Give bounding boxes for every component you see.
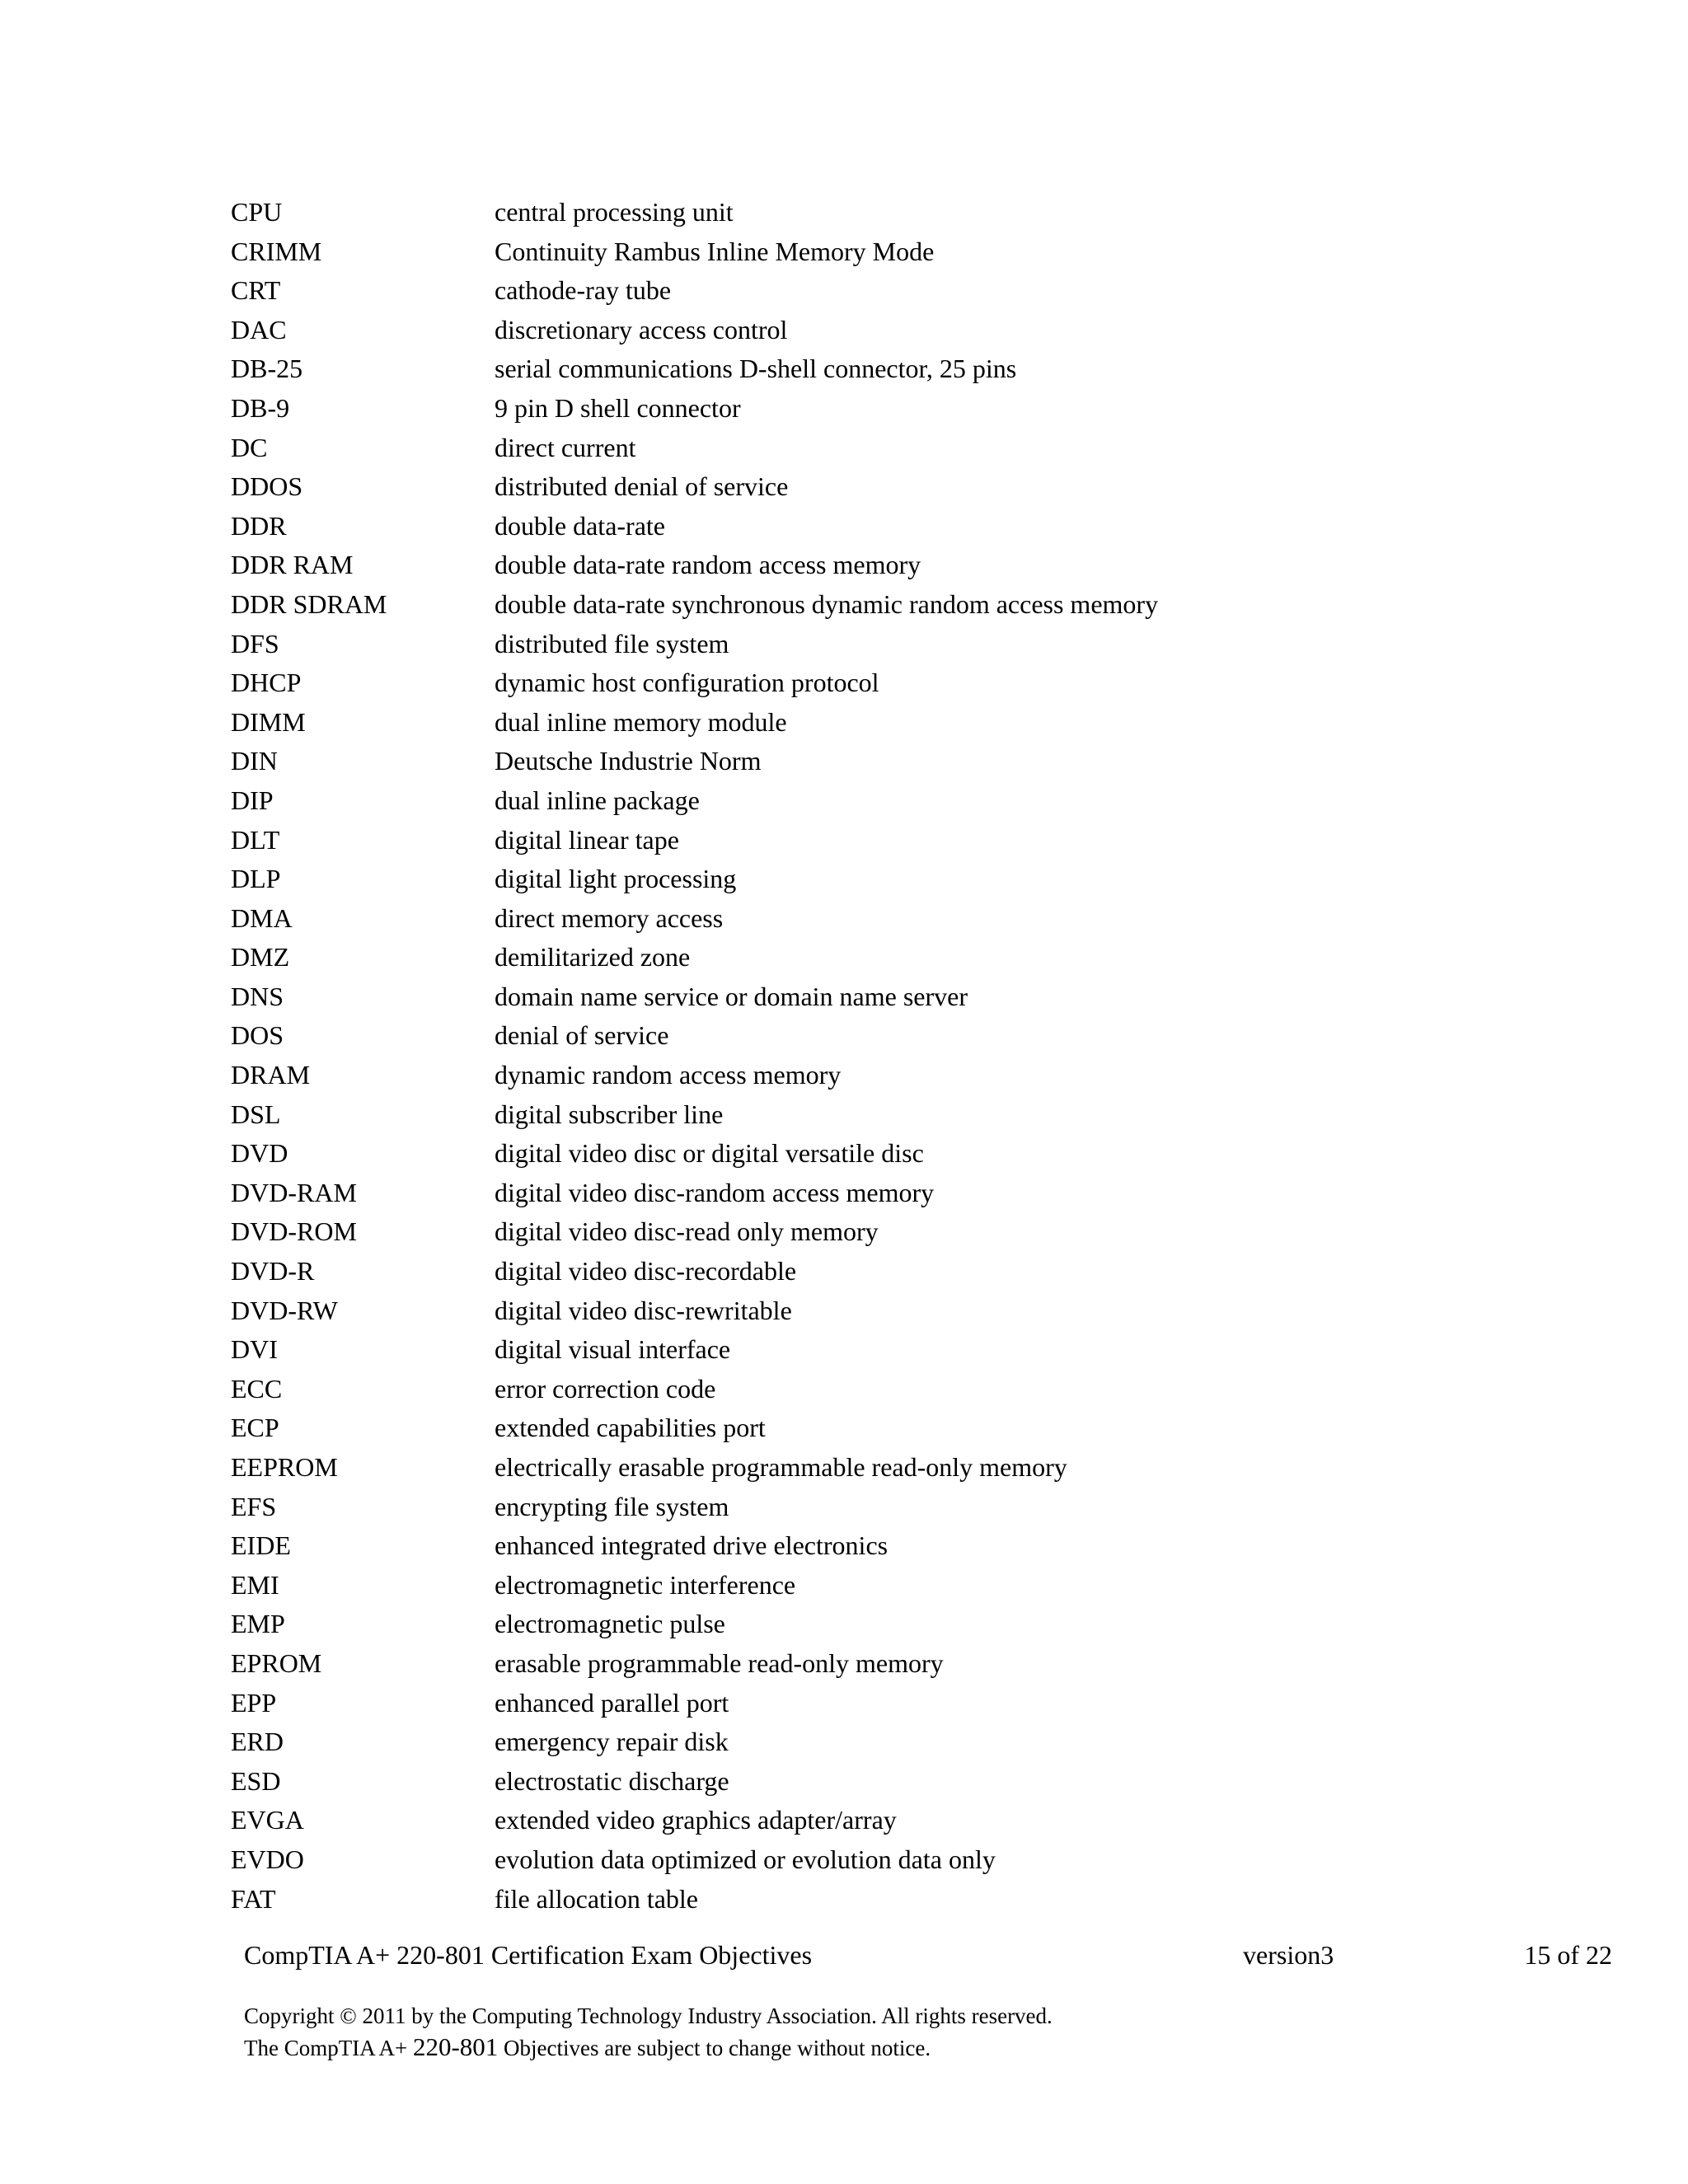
acronym-abbreviation: EVGA — [231, 1805, 304, 1835]
acronym-abbreviation: DDOS — [231, 471, 303, 502]
acronym-row — [231, 665, 1467, 705]
acronym-definition: central processing unit — [495, 197, 734, 227]
acronym-row — [231, 1764, 1467, 1803]
acronym-abbreviation: ECC — [231, 1373, 283, 1404]
acronym-definition: electrostatic discharge — [495, 1765, 729, 1796]
acronym-row — [231, 626, 1467, 666]
acronym-definition: digital linear tape — [495, 824, 679, 855]
acronym-definition: dual inline package — [495, 785, 700, 815]
acronym-row — [231, 1450, 1467, 1489]
acronym-definition: domain name service or domain name server — [495, 981, 968, 1011]
acronym-definition: double data-rate random access memory — [495, 550, 921, 580]
acronym-definition: extended capabilities port — [495, 1413, 766, 1443]
acronym-row — [231, 1489, 1467, 1529]
acronym-abbreviation: DDR RAM — [231, 550, 354, 580]
acronym-abbreviation: DB-9 — [231, 392, 290, 423]
page-footer — [244, 1937, 1612, 1973]
acronym-row — [231, 234, 1467, 274]
acronym-row — [231, 705, 1467, 744]
acronym-definition: digital video disc or digital versatile disc — [495, 1138, 924, 1169]
acronym-abbreviation: ECP — [231, 1413, 279, 1443]
acronym-definition: extended video graphics adapter/array — [495, 1805, 897, 1835]
acronym-abbreviation: DDR — [231, 510, 287, 541]
acronym-definition: denial of service — [495, 1020, 669, 1051]
acronym-definition: enhanced parallel port — [495, 1687, 729, 1718]
acronym-row — [231, 1097, 1467, 1137]
acronym-row — [231, 1802, 1467, 1842]
acronym-definition: encrypting file system — [495, 1491, 729, 1521]
acronym-abbreviation: EMP — [231, 1609, 285, 1639]
acronym-row — [231, 940, 1467, 979]
acronym-row — [231, 1568, 1467, 1607]
acronym-row — [231, 1332, 1467, 1371]
acronym-definition: digital video disc-read only memory — [495, 1216, 879, 1247]
acronym-row — [231, 823, 1467, 862]
acronym-definition: serial communications D-shell connector, 25 pins — [495, 354, 1017, 384]
acronym-abbreviation: ESD — [231, 1765, 281, 1796]
acronym-abbreviation: DC — [231, 432, 268, 462]
acronym-row — [231, 1685, 1467, 1725]
acronym-row — [231, 469, 1467, 509]
acronym-definition: double data-rate synchronous dynamic random access memory — [495, 588, 1159, 619]
acronym-row — [231, 1371, 1467, 1411]
acronym-abbreviation: DHCP — [231, 668, 302, 698]
acronym-abbreviation: EFS — [231, 1491, 277, 1521]
copyright-notice — [244, 2001, 1053, 2064]
acronym-abbreviation: DLT — [231, 824, 280, 855]
acronym-abbreviation: DSL — [231, 1099, 281, 1129]
notice-prefix: The CompTIA A+ — [244, 2036, 413, 2060]
acronym-abbreviation: EVDO — [231, 1844, 304, 1874]
acronym-row — [231, 273, 1467, 312]
acronym-abbreviation: DIMM — [231, 706, 306, 737]
acronym-definition: digital video disc-random access memory — [495, 1177, 935, 1207]
acronym-definition: 9 pin D shell connector — [495, 392, 741, 423]
acronym-abbreviation: EIDE — [231, 1530, 291, 1561]
acronym-definition: direct current — [495, 432, 636, 462]
acronym-abbreviation: DAC — [231, 314, 287, 344]
acronym-definition: dynamic host configuration protocol — [495, 668, 879, 698]
acronym-definition: enhanced integrated drive electronics — [495, 1530, 889, 1561]
acronym-row — [231, 783, 1467, 823]
acronym-definition: digital light processing — [495, 864, 737, 894]
acronym-definition: dynamic random access memory — [495, 1060, 842, 1090]
acronym-abbreviation: CRIMM — [231, 236, 322, 266]
acronym-abbreviation: DIP — [231, 785, 274, 815]
acronym-row — [231, 1842, 1467, 1882]
acronym-abbreviation: EPP — [231, 1687, 277, 1718]
acronym-row — [231, 861, 1467, 901]
acronym-list — [231, 194, 1467, 1920]
acronym-row — [231, 1136, 1467, 1175]
acronym-definition: evolution data optimized or evolution data only — [495, 1844, 996, 1874]
acronym-abbreviation: DRAM — [231, 1060, 311, 1090]
acronym-definition: demilitarized zone — [495, 942, 691, 972]
acronym-abbreviation: FAT — [231, 1883, 276, 1914]
acronym-row — [231, 1175, 1467, 1215]
acronym-abbreviation: EPROM — [231, 1647, 322, 1678]
acronym-row — [231, 430, 1467, 470]
acronym-definition: file allocation table — [495, 1883, 698, 1914]
acronym-abbreviation: DMZ — [231, 942, 290, 972]
acronym-abbreviation: DVD-ROM — [231, 1216, 357, 1247]
acronym-abbreviation: ERD — [231, 1727, 284, 1757]
acronym-abbreviation: DNS — [231, 981, 284, 1011]
acronym-definition: electrically erasable programmable read-only memory — [495, 1452, 1067, 1482]
acronym-definition: Deutsche Industrie Norm — [495, 746, 762, 776]
objectives-notice-line — [244, 2032, 1053, 2064]
acronym-definition: digital visual interface — [495, 1334, 731, 1365]
acronym-row — [231, 391, 1467, 430]
acronym-definition: electromagnetic interference — [495, 1569, 796, 1600]
acronym-abbreviation: DVD — [231, 1138, 288, 1169]
acronym-definition: error correction code — [495, 1373, 716, 1404]
acronym-row — [231, 351, 1467, 391]
acronym-definition: digital video disc-recordable — [495, 1256, 797, 1286]
copyright-line: Copyright © 2011 by the Computing Technology Industry Association. All rights reserved. — [244, 2004, 1053, 2028]
acronym-definition: electromagnetic pulse — [495, 1609, 725, 1639]
acronym-abbreviation: CPU — [231, 197, 283, 227]
acronym-abbreviation: DVD-RW — [231, 1295, 338, 1325]
acronym-row — [231, 1882, 1467, 1921]
acronym-abbreviation: DMA — [231, 902, 293, 933]
acronym-row — [231, 1057, 1467, 1097]
acronym-row — [231, 1293, 1467, 1333]
acronym-row — [231, 1606, 1467, 1646]
exam-code: 220-801 — [412, 2032, 499, 2061]
acronym-definition: digital video disc-rewritable — [495, 1295, 792, 1325]
acronym-abbreviation: DIN — [231, 746, 278, 776]
acronym-definition: emergency repair disk — [495, 1727, 729, 1757]
acronym-row — [231, 509, 1467, 548]
acronym-definition: digital subscriber line — [495, 1099, 724, 1129]
acronym-row — [231, 587, 1467, 626]
acronym-definition: cathode-ray tube — [495, 275, 672, 306]
acronym-abbreviation: CRT — [231, 275, 281, 306]
acronym-abbreviation: EEPROM — [231, 1452, 338, 1482]
acronym-definition: distributed file system — [495, 628, 729, 658]
acronym-row — [231, 1646, 1467, 1685]
acronym-row — [231, 312, 1467, 352]
acronym-definition: double data-rate — [495, 510, 665, 541]
acronym-row — [231, 1018, 1467, 1057]
acronym-row — [231, 194, 1467, 234]
acronym-row — [231, 547, 1467, 587]
footer-version: version3 — [1243, 1940, 1334, 1970]
acronym-definition: erasable programmable read-only memory — [495, 1647, 944, 1678]
acronym-abbreviation: DLP — [231, 864, 281, 894]
acronym-definition: Continuity Rambus Inline Memory Mode — [495, 236, 935, 266]
acronym-definition: distributed denial of service — [495, 471, 789, 502]
acronym-definition: direct memory access — [495, 902, 724, 933]
acronym-definition: discretionary access control — [495, 314, 788, 344]
acronym-row — [231, 979, 1467, 1019]
acronym-abbreviation: EMI — [231, 1569, 279, 1600]
acronym-row — [231, 901, 1467, 940]
acronym-abbreviation: DVI — [231, 1334, 278, 1365]
acronym-row — [231, 1410, 1467, 1450]
footer-page-number: 15 of 22 — [1524, 1940, 1612, 1970]
acronym-row — [231, 1254, 1467, 1293]
acronym-abbreviation: DB-25 — [231, 354, 303, 384]
acronym-abbreviation: DFS — [231, 628, 279, 658]
notice-suffix: Objectives are subject to change without notice. — [498, 2036, 931, 2060]
footer-document-title: CompTIA A+ 220-801 Certification Exam Objectives — [244, 1940, 813, 1970]
acronym-row — [231, 743, 1467, 783]
acronym-abbreviation: DVD-RAM — [231, 1177, 357, 1207]
acronym-row — [231, 1214, 1467, 1254]
acronym-abbreviation: DDR SDRAM — [231, 588, 387, 619]
acronym-abbreviation: DVD-R — [231, 1256, 315, 1286]
acronym-row — [231, 1724, 1467, 1764]
acronym-definition: dual inline memory module — [495, 706, 787, 737]
acronym-abbreviation: DOS — [231, 1020, 284, 1051]
acronym-row — [231, 1528, 1467, 1568]
